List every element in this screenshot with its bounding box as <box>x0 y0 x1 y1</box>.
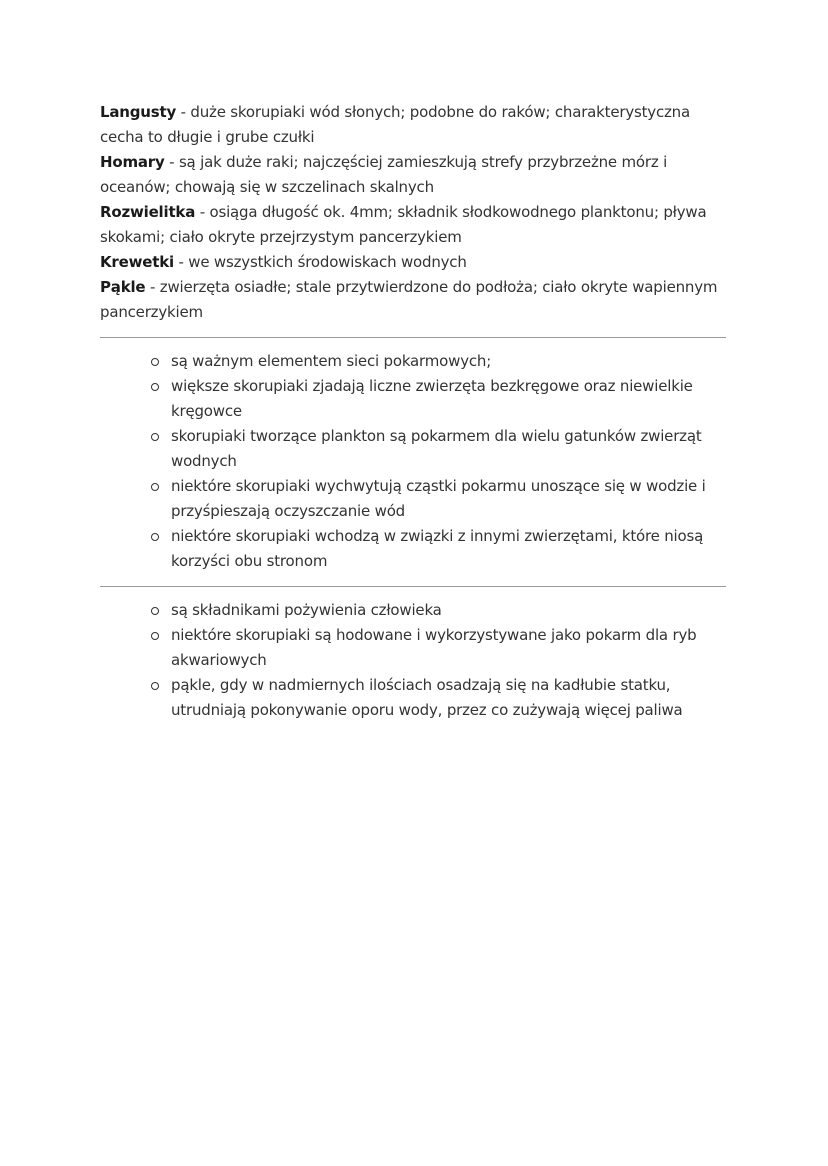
definition-term: Langusty <box>100 103 177 121</box>
divider <box>100 337 726 338</box>
divider <box>100 586 726 587</box>
list-item <box>150 673 711 723</box>
definition-rozwielitka <box>100 200 726 250</box>
hollow-circle-bullet-icon <box>151 483 159 491</box>
list-item-text: pąkle, gdy w nadmiernych ilościach osadzają się na kadłubie statku, utrudniają pokonywanie oporu wody, przez co zużywają więcej paliwa <box>171 676 683 719</box>
definition-term: Pąkle <box>100 278 146 296</box>
definition-text: - są jak duże raki; najczęściej zamieszkują strefy przybrzeżne mórz i oceanów; chowają się w szczelinach skalnych <box>100 153 668 196</box>
hollow-circle-bullet-icon <box>151 358 159 366</box>
definition-term: Krewetki <box>100 253 174 271</box>
list-item-text: skorupiaki tworzące plankton są pokarmem dla wielu gatunków zwierząt wodnych <box>171 427 702 470</box>
list-item-text: są ważnym elementem sieci pokarmowych; <box>171 352 492 370</box>
definition-text: - osiąga długość ok. 4mm; składnik słodkowodnego planktonu; pływa skokami; ciało okryte przejrzystym pancerzykiem <box>100 203 707 246</box>
hollow-circle-bullet-icon <box>151 682 159 690</box>
definition-term: Homary <box>100 153 165 171</box>
list-item <box>150 374 711 424</box>
hollow-circle-bullet-icon <box>151 533 159 541</box>
list-item <box>150 349 711 374</box>
definitions-section <box>100 100 726 325</box>
document-page <box>100 100 726 723</box>
list-item-text: większe skorupiaki zjadają liczne zwierzęta bezkręgowe oraz niewielkie kręgowce <box>171 377 693 420</box>
list-item-text: niektóre skorupiaki wychwytują cząstki pokarmu unoszące się w wodzie i przyśpieszają oczyszczanie wód <box>171 477 706 520</box>
ecology-list <box>100 349 726 574</box>
hollow-circle-bullet-icon <box>151 433 159 441</box>
list-item <box>150 524 711 574</box>
hollow-circle-bullet-icon <box>151 383 159 391</box>
definition-langusty <box>100 100 726 150</box>
list-item-text: niektóre skorupiaki wchodzą w związki z innymi zwierzętami, które niosą korzyści obu stronom <box>171 527 704 570</box>
definition-text: - we wszystkich środowiskach wodnych <box>173 253 467 271</box>
definition-krewetki <box>100 250 726 275</box>
list-item <box>150 424 711 474</box>
list-item <box>150 623 711 673</box>
hollow-circle-bullet-icon <box>151 607 159 615</box>
list-item <box>150 598 711 623</box>
definition-homary <box>100 150 726 200</box>
list-item <box>150 474 711 524</box>
human-significance-list <box>100 598 726 723</box>
list-item-text: są składnikami pożywienia człowieka <box>171 601 442 619</box>
definition-text: - zwierzęta osiadłe; stale przytwierdzone do podłoża; ciało okryte wapiennym pancerzykiem <box>100 278 718 321</box>
definition-term: Rozwielitka <box>100 203 196 221</box>
definition-text: - duże skorupiaki wód słonych; podobne do raków; charakterystyczna cecha to długie i grube czułki <box>100 103 690 146</box>
hollow-circle-bullet-icon <box>151 632 159 640</box>
list-item-text: niektóre skorupiaki są hodowane i wykorzystywane jako pokarm dla ryb akwariowych <box>171 626 697 669</box>
definition-pakle <box>100 275 726 325</box>
